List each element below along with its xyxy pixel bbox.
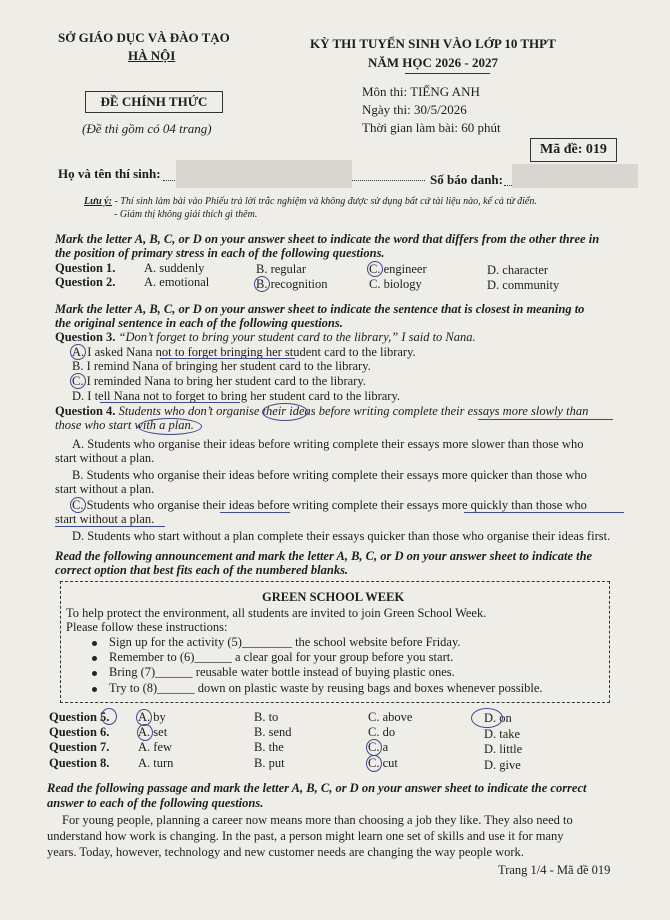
- page-footer: Trang 1/4 - Mã đề 019: [498, 863, 611, 877]
- announcement-bullet-4: [92, 681, 543, 696]
- q4-stem-2: those who start with a plan.: [55, 418, 194, 432]
- announcement-bullet-3: [92, 665, 455, 680]
- section4-instruction-1: Read the following passage and mark the letter A, B, C, or D on your answer sheet to indicate the correct: [47, 781, 587, 795]
- pen-circle: [366, 739, 382, 756]
- section1-instruction-2: the position of primary stress in each of the following questions.: [55, 246, 385, 260]
- q7-option-d: D. little: [484, 742, 523, 756]
- redacted-name: [176, 160, 352, 188]
- q7-label: Question 7.: [49, 740, 110, 754]
- pen-circle: [138, 418, 202, 435]
- pen-underline: [100, 402, 240, 403]
- q3-option-b: B. I remind Nana of bringing her student card to the library.: [72, 359, 371, 373]
- q1-option-b: B. regular: [256, 262, 306, 276]
- pen-circle: [254, 276, 270, 292]
- q4-option-c-1: C. Students who organise their ideas before writing complete their essays more quickly than those who: [72, 498, 587, 512]
- q4-option-d: D. Students who start without a plan complete their essays quicker than those who organise their ideas first.: [72, 529, 611, 543]
- q3-option-d: D. I tell Nana not to forget to bring her student card to the library.: [72, 389, 401, 403]
- q3-label: Question 3.: [55, 330, 116, 344]
- q2-label: Question 2.: [55, 275, 116, 289]
- q4-option-b-1: B. Students who organise their ideas before writing complete their essays more quicker than those who: [72, 468, 587, 482]
- bullet-text-1: Sign up for the activity (5)________ the school website before Friday.: [109, 635, 461, 649]
- q5-option-d: D. on: [484, 711, 512, 725]
- q1-label: Question 1.: [55, 261, 116, 275]
- q5-option-b: B. to: [254, 710, 279, 724]
- q3-stem: “Don’t forget to bring your student card to the library,” I said to Nana.: [118, 330, 476, 344]
- subject: Môn thi: TIẾNG ANH: [362, 84, 480, 99]
- bullet-text-4: Try to (8)______ down on plastic waste by reusing bags and boxes whenever possible.: [109, 681, 543, 695]
- announcement-title: GREEN SCHOOL WEEK: [262, 590, 405, 604]
- pen-circle: [70, 497, 86, 513]
- q4-option-c-2: start without a plan.: [55, 512, 155, 526]
- pen-underline: [464, 512, 624, 513]
- q4-option-b-2: start without a plan.: [55, 482, 155, 496]
- q2-option-d: D. community: [487, 278, 560, 292]
- note-label: Lưu ý:: [84, 196, 112, 207]
- city-name: HÀ NỘI: [128, 48, 176, 63]
- q2-option-c: C. biology: [369, 277, 422, 291]
- candidate-number-label: Số báo danh:: [430, 172, 503, 187]
- official-stamp: ĐỀ CHÍNH THỨC: [85, 91, 223, 113]
- exam-code: Mã đề: 019: [530, 138, 617, 162]
- pen-circle: [101, 708, 117, 725]
- q6-option-a: A. set: [138, 725, 168, 739]
- q4-label: Question 4.: [55, 404, 116, 418]
- q7-option-a: A. few: [138, 740, 173, 754]
- pen-underline: [160, 358, 295, 359]
- q6-option-c: C. do: [368, 725, 396, 739]
- section4-instruction-2: answer to each of the following questions.: [47, 796, 264, 810]
- q3-line: [55, 330, 476, 345]
- q4-line-1: [55, 404, 588, 419]
- announcement-line-1: To help protect the environment, all students are invited to join Green School Week.: [66, 606, 487, 620]
- exam-date: Ngày thi: 30/5/2026: [362, 102, 467, 117]
- q4-option-a-2: start without a plan.: [55, 451, 155, 465]
- announcement-bullet-1: [92, 635, 461, 650]
- bullet-dot: [92, 687, 97, 692]
- q1-option-c: C. engineer: [369, 262, 427, 276]
- bullet-dot: [92, 671, 97, 676]
- bullet-text-3: Bring (7)______ reusable water bottle instead of buying plastic ones.: [109, 665, 455, 679]
- q5-option-c: C. above: [368, 710, 413, 724]
- q3-option-a: A. I asked Nana not to forget bringing her student card to the library.: [72, 345, 416, 359]
- q8-option-c: C. cut: [368, 756, 398, 770]
- q6-label: Question 6.: [49, 725, 110, 739]
- pen-circle: [367, 261, 383, 277]
- candidate-name-label: Họ và tên thí sinh:: [58, 166, 161, 181]
- q3-option-c: C. I reminded Nana to bring her student card to the library.: [72, 374, 366, 388]
- q7-option-b: B. the: [254, 740, 284, 754]
- duration: Thời gian làm bài: 60 phút: [362, 120, 501, 135]
- q8-option-b: B. put: [254, 756, 285, 770]
- pen-underline: [478, 419, 613, 420]
- pen-circle: [70, 344, 86, 360]
- section2-instruction-2: the original sentence in each of the following questions.: [55, 316, 343, 330]
- exam-title: KỲ THI TUYỂN SINH VÀO LỚP 10 THPT: [310, 36, 556, 51]
- section2-instruction-1: Mark the letter A, B, C, or D on your answer sheet to indicate the sentence that is closest in meaning to: [55, 302, 585, 316]
- q5-label: Question 5.: [49, 710, 110, 724]
- q7-option-c: C. a: [368, 740, 389, 754]
- section1-instruction-1: Mark the letter A, B, C, or D on your answer sheet to indicate the word that differs from the other three in: [55, 232, 600, 246]
- department-name: SỞ GIÁO DỤC VÀ ĐÀO TẠO: [58, 30, 230, 45]
- bullet-dot: [92, 656, 97, 661]
- q4-stem-1: Students who don’t organise their ideas before writing complete their essays more slowly than: [118, 404, 589, 418]
- bullet-text-2: Remember to (6)______ a clear goal for your group before you start.: [109, 650, 454, 664]
- pen-underline: [55, 526, 165, 527]
- pen-circle: [471, 708, 503, 728]
- pen-circle: [262, 403, 308, 421]
- q8-option-a: A. turn: [138, 756, 174, 770]
- header-divider: [405, 73, 490, 74]
- note-line-1: [84, 196, 537, 207]
- q1-option-d: D. character: [487, 263, 549, 277]
- q1-option-a: A. suddenly: [144, 261, 205, 275]
- pen-underline: [220, 512, 290, 513]
- announcement-line-2: Please follow these instructions:: [66, 620, 228, 634]
- redacted-number: [512, 164, 638, 188]
- q4-option-a-1: A. Students who organise their ideas before writing complete their essays more slower than those who: [72, 437, 584, 451]
- q8-label: Question 8.: [49, 756, 110, 770]
- bullet-dot: [92, 641, 97, 646]
- passage-line-1: For young people, planning a career now means more than choosing a job they like. They also need to: [62, 813, 573, 827]
- pages-note: (Đề thi gồm có 04 trang): [82, 121, 212, 136]
- announcement-bullet-2: [92, 650, 453, 665]
- q2-option-b: B. recognition: [256, 277, 328, 291]
- pen-circle: [137, 724, 153, 741]
- pen-circle: [366, 755, 382, 772]
- section3-instruction-1: Read the following announcement and mark the letter A, B, C, or D on your answer sheet to indicate the: [55, 549, 593, 563]
- passage-line-2: understand how work is changing. In the past, a person might learn one set of skills and use it for many: [47, 829, 564, 843]
- q6-option-b: B. send: [254, 725, 292, 739]
- q5-option-a: A. by: [138, 710, 166, 724]
- q8-option-d: D. give: [484, 758, 521, 772]
- pen-circle: [70, 373, 86, 389]
- passage-line-3: years. Today, however, technology and new customer needs are changing the way people work.: [47, 845, 524, 859]
- q2-option-a: A. emotional: [144, 275, 210, 289]
- section3-instruction-2: correct option that best fits each of the numbered blanks.: [55, 563, 349, 577]
- note-line-2: - Giám thị không giải thích gì thêm.: [114, 209, 258, 220]
- school-year: NĂM HỌC 2026 - 2027: [368, 55, 498, 70]
- note-text-1: - Thí sinh làm bài vào Phiếu trả lời trắc nghiệm và không được sử dụng bất cứ tài liệu nào, kể cả từ điển.: [114, 196, 537, 207]
- q6-option-d: D. take: [484, 727, 521, 741]
